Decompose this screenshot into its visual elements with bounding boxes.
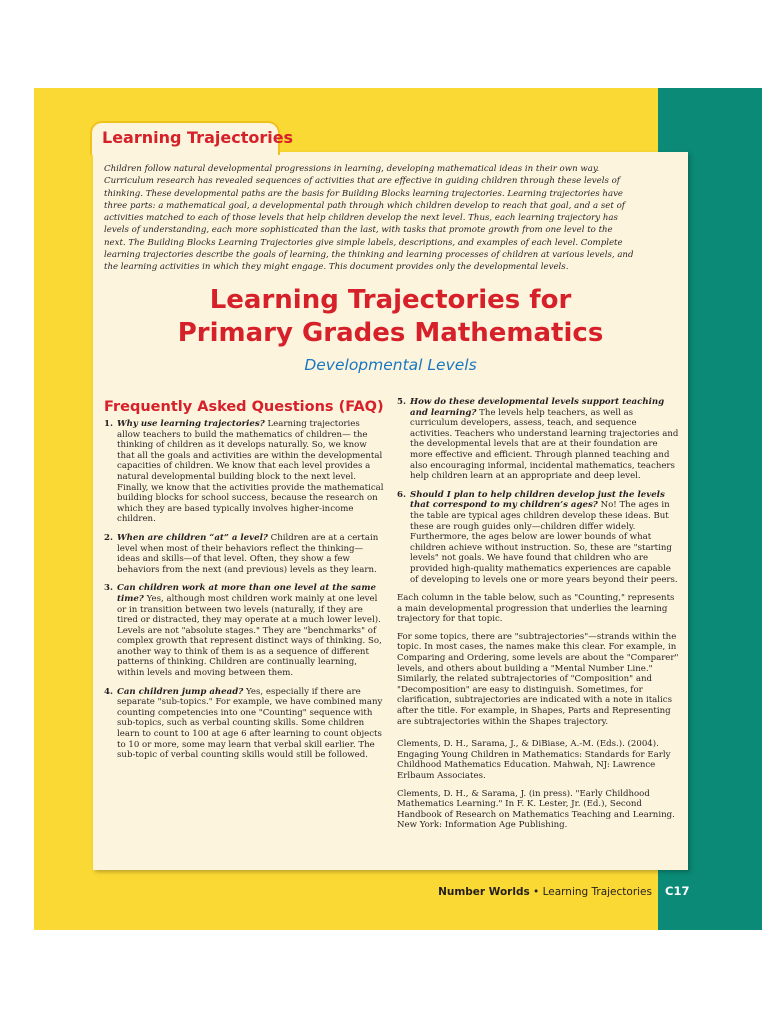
faq-heading: Frequently Asked Questions (FAQ) bbox=[104, 399, 384, 415]
page-title-line-2: Primary Grades Mathematics bbox=[177, 318, 604, 348]
faq-item bbox=[104, 583, 384, 678]
faq-item bbox=[104, 419, 384, 525]
faq-column-left bbox=[104, 398, 384, 769]
page-title-line-1: Learning Trajectories for bbox=[209, 285, 572, 315]
faq-answer: Children are at a certain level when most of their behaviors reflect the thinking—ideas and skills—of that level. Often, they show a few behaviors from the next (and previous) levels as they learn. bbox=[117, 532, 379, 575]
faq-number: 2. bbox=[104, 532, 113, 543]
body-paragraph: For some topics, there are "subtrajectories"—strands within the topic. In most cases, the names make this clear. For example, in Comparing and Ordering, some levels are about the "Comparer" levels, and others about building a "Mental Number Line." Similarly, the related subtrajectories of "Composition" and "Decomposition" are easy to distinguish. Sometimes, for clarification, subtrajectories are indicated with a note in italics after the title. For example, in Shapes, Parts and Representing are subtrajectories within the Shapes trajectory. bbox=[397, 631, 679, 727]
footer-separator: • bbox=[529, 886, 543, 898]
faq-question: How do these developmental levels support teaching and learning? bbox=[410, 397, 665, 418]
faq-item bbox=[104, 533, 384, 575]
faq-item bbox=[397, 490, 679, 585]
reference: Clements, D. H., Sarama, J., & DiBiase, A.-M. (Eds.). (2004). Engaging Young Children in Mathematics: Standards for Early Childhood Mathematics Education. Mahwah, NJ: Lawrence Erlbaum Associates. bbox=[397, 739, 671, 781]
faq-question: Why use learning trajectories? bbox=[117, 419, 265, 429]
footer-section: Learning Trajectories bbox=[542, 886, 652, 898]
faq-answer: The levels help teachers, as well as curriculum developers, assess, teach, and sequence activities. Teachers who understand learning trajectories and the developmental levels that are at their foundation are more effective and efficient. Through planned teaching and also encouraging informal, incidental mathematics, teachers help children learn at an appropriate and deep level. bbox=[410, 407, 679, 482]
faq-number: 4. bbox=[104, 686, 113, 697]
page-title bbox=[93, 284, 688, 350]
faq-item bbox=[104, 687, 384, 761]
faq-answer: Yes, although most children work mainly at one level or in transition between two levels (naturally, if they are tired or distracted, they may operate at a much lower level). Levels are not "absolute stages." They are "benchmarks" of complex growth that represent distinct ways of thinking. So, another way to think of them is as a sequence of different patterns of thinking. Children are continually learning, within levels and moving between them. bbox=[117, 593, 382, 679]
faq-number: 1. bbox=[104, 419, 113, 429]
page-number: C17 bbox=[665, 884, 690, 898]
faq-number: 3. bbox=[104, 583, 113, 594]
faq-answer: Yes, especially if there are separate "sub-topics." For example, we have combined many counting competencies into one "Counting" sequence with sub-topics, such as verbal counting skills. Some children learn to count to 100 at age 6 after learning to count objects to 10 or more, some may learn that verbal skill earlier. The sub-topic of verbal counting skills would still be followed. bbox=[117, 686, 383, 761]
page-subtitle: Developmental Levels bbox=[304, 356, 477, 374]
faq-answer: No! The ages in the table are typical ages children develop these ideas. But these are rough guides only—children differ widely. Furthermore, the ages below are lower bounds of what children achieve without instruction. So, these are "starting levels" not goals. We have found that children who are provided high-quality mathematics experiences are capable of developing to levels one or more years beyond their peers. bbox=[410, 500, 678, 585]
reference: Clements, D. H., & Sarama, J. (in press). "Early Childhood Mathematics Learning." In F. K. Lester, Jr. (Ed.), Second Handbook of Research on Mathematics Teaching and Learning. New York: Information Age Publishing. bbox=[397, 788, 675, 831]
page-footer bbox=[438, 886, 652, 898]
section-tab-label: Learning Trajectories bbox=[102, 128, 294, 147]
faq-question: Can children work at more than one level at the same time? bbox=[117, 583, 376, 604]
faq-number: 5. bbox=[397, 397, 406, 407]
intro-paragraph: Children follow natural developmental progressions in learning, developing mathematical ideas in their own way. Curriculum research has revealed sequences of activities that are effective in guiding children through these levels of thinking. These developmental paths are the basis for Building Blocks learning trajectories. Learning trajectories have three parts: a mathematical goal, a developmental path through which children develop to reach that goal, and a set of activities matched to each of those levels that help children develop the next level. Thus, each learning trajectory has levels of understanding, each more sophisticated than the last, with tasks that promote growth from one level to the next. The Building Blocks Learning Trajectories give simple labels, descriptions, and examples of each level. Complete learning trajectories describe the goals of learning, the thinking and learning processes of children at various levels, and the learning activities in which they might engage. This document provides only the developmental levels. bbox=[104, 164, 634, 273]
faq-question: Should I plan to help children develop just the levels that correspond to my children’s ages? bbox=[410, 489, 665, 511]
footer-brand: Number Worlds bbox=[438, 886, 530, 898]
faq-number: 6. bbox=[397, 489, 406, 500]
faq-question: Can children jump ahead? bbox=[117, 686, 244, 697]
faq-question: When are children “at” a level? bbox=[117, 532, 268, 543]
body-paragraph: Each column in the table below, such as "Counting," represents a main developmental progression that underlies the learning trajectory for that topic. bbox=[397, 593, 675, 625]
faq-answer: Learning trajectories allow teachers to build the mathematics of children— the thinking of children as it develops naturally. So, we know that all the goals and activities are within the developmental capacities of children. We know that each level provides a natural developmental building block to the next level. Finally, we know that the activities provide the mathematical building blocks for school success, because the research on which they are based typically involves higher-income children. bbox=[117, 419, 384, 525]
faq-item bbox=[397, 397, 679, 482]
faq-column-right bbox=[397, 397, 679, 838]
